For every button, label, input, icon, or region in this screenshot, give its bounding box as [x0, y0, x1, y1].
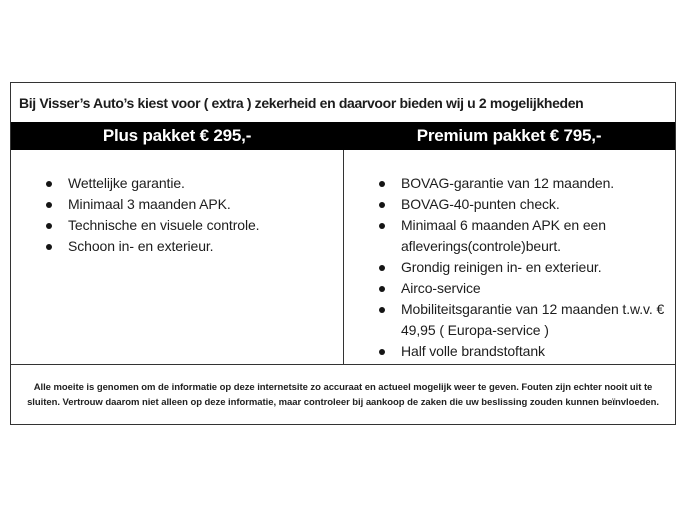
list-item: BOVAG-40-punten check.: [344, 194, 675, 215]
package-header-bar: [11, 122, 675, 150]
list-item: Airco-service: [344, 278, 675, 299]
warranty-packages-table: [10, 82, 676, 425]
list-item: Technische en visuele controle.: [11, 215, 343, 236]
list-item: Minimaal 6 maanden APK en een afleverings(controle)beurt.: [344, 215, 675, 257]
plus-package-column: [11, 150, 343, 364]
plus-package-list: [11, 173, 343, 257]
list-item: Wettelijke garantie.: [11, 173, 343, 194]
list-item: Schoon in- en exterieur.: [11, 236, 343, 257]
disclaimer-text: Alle moeite is genomen om de informatie op deze internetsite zo accuraat en actueel mogelijk weer te geven. Fouten zijn echter nooit uit te sluiten. Vertrouw daarom niet alleen op deze informatie, maar controleer bij aankoop de zaken die uw beslissing zouden kunnen beïnvloeden.: [27, 381, 659, 408]
list-item: Minimaal 3 maanden APK.: [11, 194, 343, 215]
table-title: Bij Visser’s Auto’s kiest voor ( extra ) zekerheid en daarvoor bieden wij u 2 mogelijkheden: [19, 94, 584, 111]
premium-package-header: Premium pakket € 795,-: [416, 126, 602, 145]
list-item: Grondig reinigen in- en exterieur.: [344, 257, 675, 278]
list-item: Mobiliteitsgarantie van 12 maanden t.w.v. € 49,95 ( Europa-service ): [344, 299, 675, 341]
package-body: [11, 150, 675, 364]
disclaimer-row: [11, 364, 675, 424]
premium-package-list: [344, 173, 675, 362]
premium-package-column: [343, 150, 675, 364]
table-title-row: [11, 83, 675, 122]
plus-package-header: Plus pakket € 295,-: [102, 126, 252, 145]
list-item: Half volle brandstoftank: [344, 341, 675, 362]
list-item: BOVAG-garantie van 12 maanden.: [344, 173, 675, 194]
